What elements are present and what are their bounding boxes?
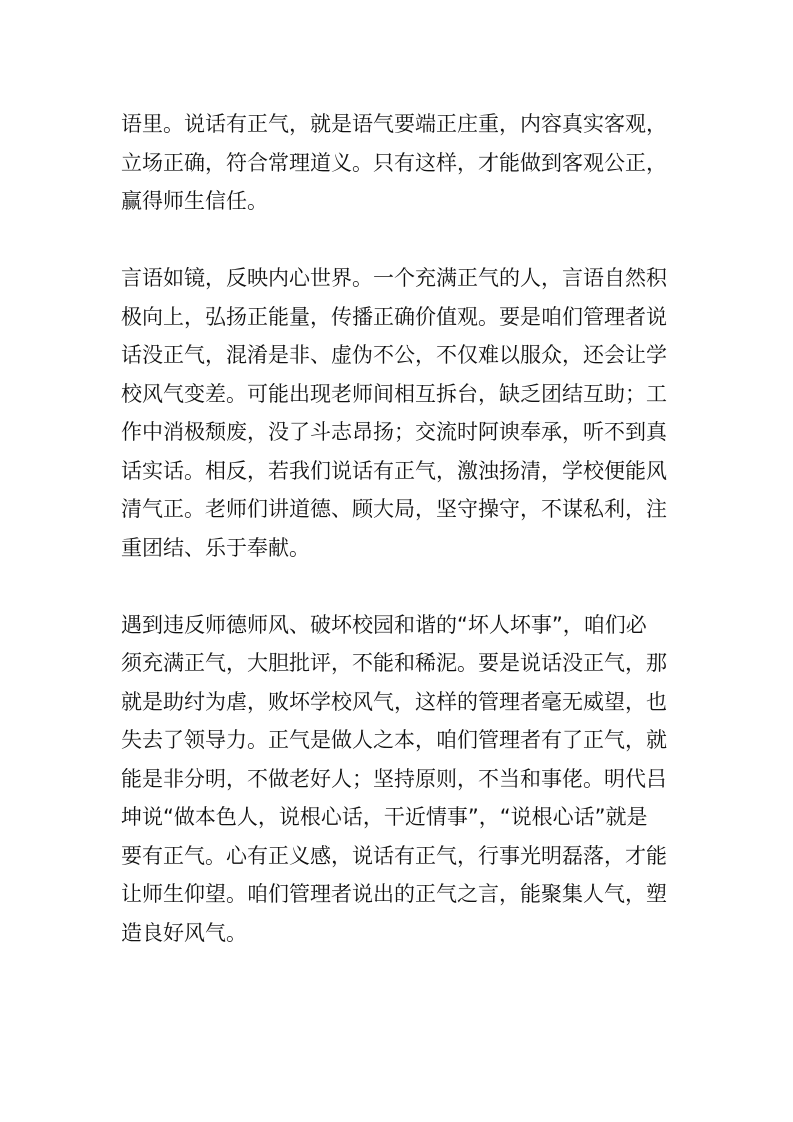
text-line: 赢得师生信任。 xyxy=(121,189,268,213)
text-line: 重团结、乐于奉献。 xyxy=(121,535,310,560)
text-line: 言语如镜，反映内心世界。一个充满正气的人，言语自然积 xyxy=(121,266,667,290)
text-line: 能是非分明，不做老好人；坚持原则，不当和事佬。明代吕 xyxy=(121,766,667,791)
text-line: 校风气变差。可能出现老师间相互拆台，缺乏团结互助；工 xyxy=(121,381,667,406)
paragraph-3 xyxy=(121,606,681,953)
text-line: 坤说“做本色人，说根心话，干近情事”，“说根心话”就是 xyxy=(121,805,648,829)
paragraph-gap xyxy=(121,567,681,606)
paragraph-2 xyxy=(121,259,681,567)
text-line: 清气正。老师们讲道德、顾大局，坚守操守，不谋私利，注 xyxy=(121,497,667,521)
text-line: 立场正确，符合常理道义。只有这样，才能做到客观公正， xyxy=(121,150,667,175)
text-line: 语里。说话有正气，就是语气要端正庄重，内容真实客观， xyxy=(121,112,667,136)
text-line: 话没正气，混淆是非、虚伪不公，不仅难以服众，还会让学 xyxy=(121,343,667,367)
paragraph-1 xyxy=(121,105,681,221)
document-body xyxy=(121,105,681,952)
text-line: 极向上，弘扬正能量，传播正确价值观。要是咱们管理者说 xyxy=(121,304,667,329)
text-line: 须充满正气，大胆批评，不能和稀泥。要是说话没正气，那 xyxy=(121,651,667,675)
text-line: 失去了领导力。正气是做人之本，咱们管理者有了正气，就 xyxy=(121,728,667,752)
text-line: 要有正气。心有正义感，说话有正气，行事光明磊落，才能 xyxy=(121,843,667,868)
text-line: 遇到违反师德师风、破坏校园和谐的“坏人坏事”，咱们必 xyxy=(121,612,647,637)
text-line: 造良好风气。 xyxy=(121,920,247,945)
text-line: 就是助纣为虐，败坏学校风气，这样的管理者毫无威望，也 xyxy=(121,689,667,714)
text-line: 话实话。相反，若我们说话有正气，激浊扬清，学校便能风 xyxy=(121,458,667,483)
text-line: 让师生仰望。咱们管理者说出的正气之言，能聚集人气，塑 xyxy=(121,882,667,906)
text-line: 作中消极颓废，没了斗志昂扬；交流时阿谀奉承，听不到真 xyxy=(121,420,667,444)
paragraph-gap xyxy=(121,221,681,260)
